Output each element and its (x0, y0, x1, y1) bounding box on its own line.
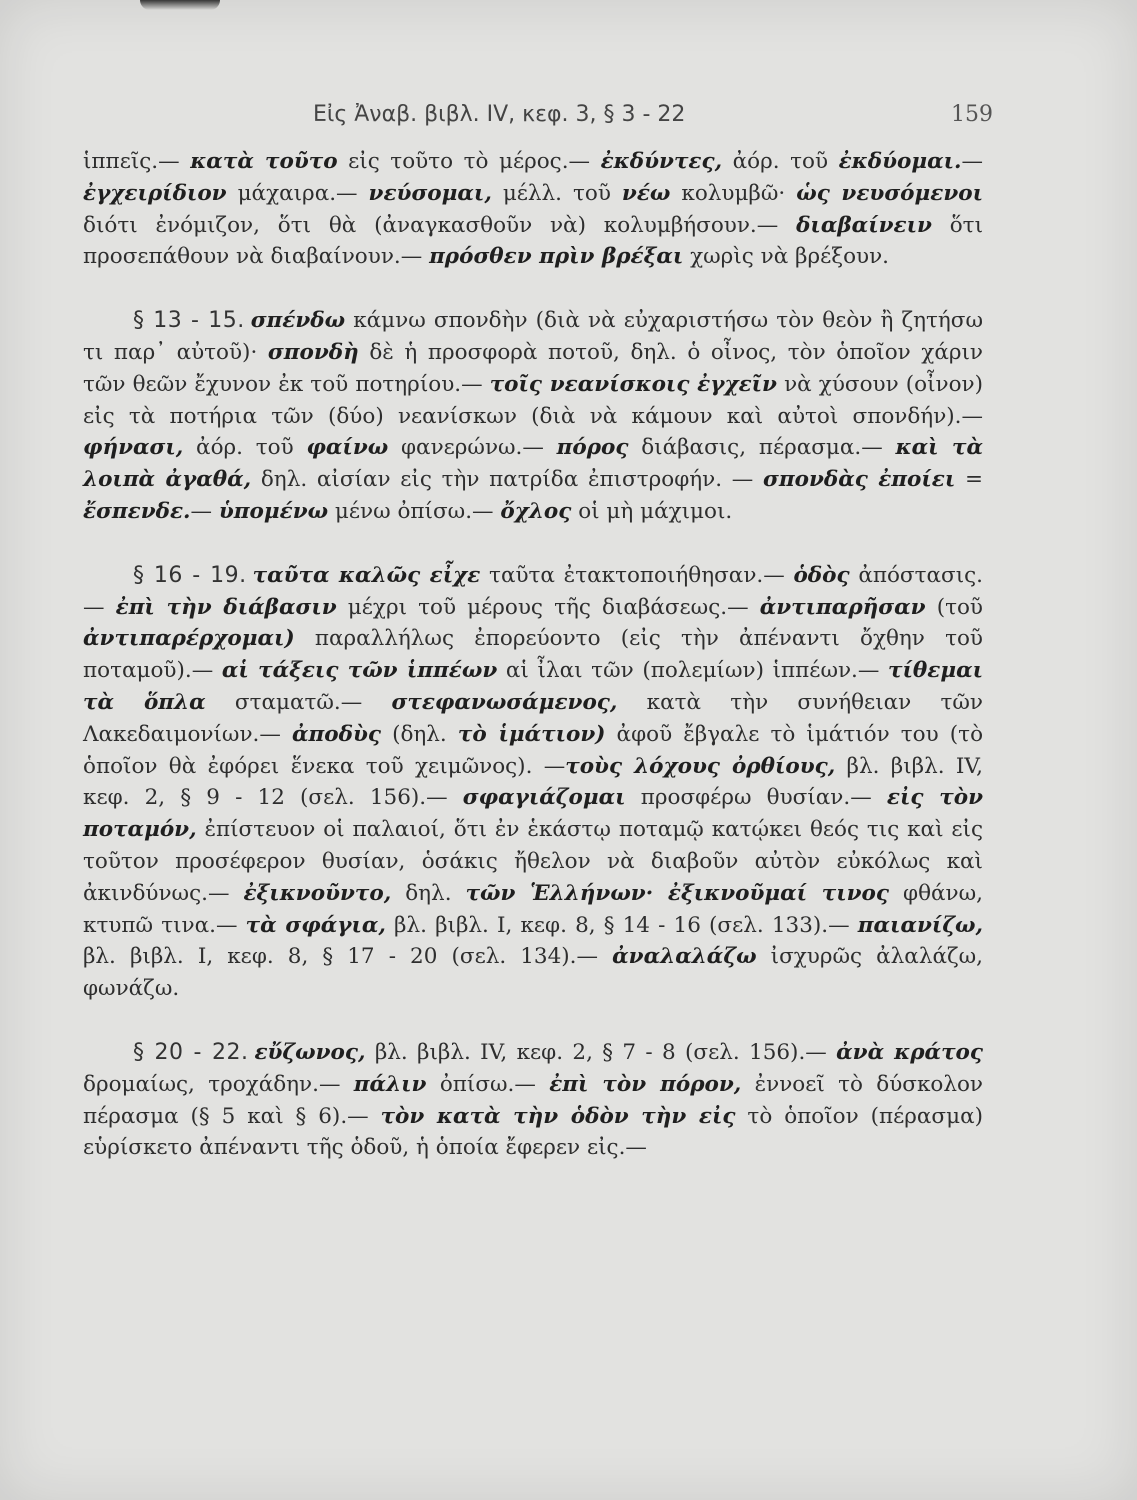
lemma: σπένδω (250, 308, 346, 334)
lemma: ἀνὰ κράτος (836, 1039, 983, 1065)
gloss-text: μέλλ. τοῦ (491, 180, 622, 206)
lemma: ὡς νευσόμενοι (796, 180, 983, 206)
gloss-text: δηλ. (391, 880, 466, 906)
gloss-text: μέχρι τοῦ μέρους τῆς διαβάσεως.— (336, 594, 760, 620)
gloss-text: κάμνω σπονδὴν (διὰ νὰ εὐχαριστήσω τὸν θεὸν ἢ ζητήσω τι παρ᾽ αὐτοῦ)· (83, 308, 983, 365)
gloss-text: δὲ ἡ προσφορὰ ποτοῦ, δηλ. ὁ οἶνος, τὸν ὁποῖον χάριν τῶν θεῶν ἔχυνον ἐκ τοῦ ποτηρίου.— (83, 339, 983, 397)
gloss-text: βλ. βιβλ. IV, κεφ. 2, § 9 - 12 (σελ. 156).— (83, 753, 983, 811)
lemma: καὶ τὰ λοιπὰ ἀγαθά, (83, 435, 984, 493)
gloss-text: ἰσχυρῶς ἀλαλάζω, φωνάζω. (83, 944, 983, 1002)
gloss-text: ἀπόστασις.— (83, 562, 983, 620)
lemma: τοῖς νεανίσκοις ἐγχεῖν (489, 371, 777, 397)
gloss-text: μένω ὀπίσω.— (328, 498, 501, 524)
lemma: ἔσπενδε. (83, 498, 191, 524)
gloss-text: εἰς τοῦτο τὸ μέρος.— (337, 149, 601, 174)
lemma: τὸν κατὰ τὴν ὁδὸν τὴν εἰς (380, 1103, 736, 1129)
gloss-text: ταῦτα ἐτακτοποιήθησαν.— (480, 562, 794, 588)
gloss-text: — (190, 498, 219, 524)
lemma: ἀποδὺς (291, 721, 381, 747)
running-header (83, 102, 993, 132)
gloss-text: δηλ. αἰσίαν εἰς τὴν πατρίδα ἐπιστροφήν. — (251, 467, 764, 493)
gloss-text: βλ. βιβλ. I, κεφ. 8, § 14 - 16 (σελ. 133).— (385, 912, 858, 938)
lemma: ἀντιπαρέρχομαι) (83, 626, 295, 652)
lemma: ἐπὶ τὴν διάβασιν (115, 594, 337, 620)
gloss-text: χωρὶς νὰ βρέξουν. (683, 244, 890, 270)
lemma: ἐξικνοῦντο, (243, 880, 392, 906)
gloss-text: παραλλήλως ἐπορεύοντο (εἰς τὴν ἀπέναντι ὄχθην τοῦ ποταμοῦ).— (83, 626, 983, 684)
lemma: ἀντιπαρῆσαν (759, 594, 926, 620)
gloss-text: ἀόρ. τοῦ (183, 435, 307, 461)
lemma: τοὺς λόχους ὀρθίους, (565, 753, 836, 779)
lemma: τίθεμαι τὰ ὅπλα (83, 658, 984, 715)
lemma: πρόσθεν πρὶν βρέξαι (429, 244, 684, 270)
gloss-text: — (961, 149, 984, 174)
gloss-text: ἐπίστευον οἱ παλαιοί, ὅτι ἐν ἑκάστῳ ποταμῷ κατῴκει θεός τις καὶ εἰς τοῦτον προσέφερον θυσίαν, ὁσάκις ἤθελον νὰ διαβοῦν αὐτὸν εὐκόλως καὶ ἀκινδύνως.— (83, 817, 983, 906)
gloss-text: οἱ μὴ μάχιμοι. (571, 498, 733, 524)
gloss-text: προσφέρω θυσίαν.— (625, 785, 887, 811)
lemma: κατὰ τοῦτο (190, 149, 338, 174)
gloss-text: βλ. βιβλ. I, κεφ. 8, § 17 - 20 (σελ. 134).— (83, 944, 613, 970)
lemma: ὁδὸς (793, 562, 850, 588)
lemma: νέω (621, 180, 671, 206)
lemma: στεφανωσάμενος, (391, 689, 618, 715)
lemma: τῶν Ἑλλήνων· ἐξικνοῦμαί τινος (465, 880, 889, 906)
gloss-text: μάχαιρα.— (226, 180, 369, 206)
lemma: ὄχλος (500, 498, 572, 524)
lemma: νεύσομαι, (368, 180, 492, 206)
gloss-text: κολυμβῶ· (670, 180, 797, 206)
header-title: Εἰς Ἀναβ. βιβλ. IV, κεφ. 3, § 3 - 22 (313, 102, 686, 127)
lemma: τὰ σφάγια, (245, 912, 386, 938)
commentary-body (83, 146, 983, 1164)
gloss-text: ἀφοῦ ἔβγαλε τὸ ἱμάτιόν του (τὸ ὁποῖον θὰ ἐφόρει ἕνεκα τοῦ χειμῶνος). — (83, 721, 984, 779)
gloss-text: ὀπίσω.— (426, 1071, 550, 1097)
section-marker: § 16 - 19. (133, 562, 247, 588)
gloss-text: βλ. βιβλ. IV, κεφ. 2, § 7 - 8 (σελ. 156).— (365, 1039, 837, 1065)
gloss-text: ὅτι προσεπάθουν νὰ διαβαίνουν.— (83, 212, 984, 270)
gloss-text: κατὰ τὴν συνήθειαν τῶν Λακεδαιμονίων.— (83, 689, 983, 747)
paragraph-2 (83, 305, 983, 528)
scan-mark (140, 0, 220, 10)
gloss-text: σταματῶ.— (205, 689, 392, 715)
lemma: ἐκδύντες, (600, 149, 723, 174)
gloss-text: αἱ ἶλαι τῶν (πολεμίων) ἱππέων.— (497, 658, 889, 684)
paragraph-3 (83, 560, 983, 1005)
lemma: σπονδὰς ἐποίει (763, 467, 956, 493)
lemma: σπονδὴ (267, 339, 359, 365)
gloss-text: = (955, 467, 983, 493)
lemma: αἱ τάξεις τῶν ἱππέων (221, 658, 498, 684)
gloss-text: νὰ χύσουν (οἶνον) εἰς τὰ ποτήρια τῶν (δύο) νεανίσκων (διὰ νὰ κάμουν καὶ αὐτοὶ σπονδήν).— (83, 371, 983, 429)
lemma: φήνασι, (83, 435, 184, 461)
paragraph-1 (83, 146, 983, 273)
gloss-text: διάβασις, πέρασμα.— (628, 435, 896, 461)
lemma: σφαγιάζομαι (462, 785, 626, 811)
lemma: ἐκδύομαι. (838, 149, 962, 174)
lemma: παιανίζω, (857, 912, 984, 938)
gloss-text: (τοῦ (925, 594, 983, 620)
section-marker: § 20 - 22. (133, 1039, 249, 1065)
gloss-text: φθάνω, κτυπῶ τινα.— (83, 880, 983, 938)
lemma: ἐγχειρίδιον (83, 180, 227, 206)
page-number: 159 (951, 102, 993, 127)
lemma: εὔζωνος, (254, 1039, 366, 1065)
gloss-text: ἱππεῖς.— (83, 149, 191, 174)
gloss-text: τὸ ὁποῖον (πέρασμα) εὑρίσκετο ἀπέναντι τῆς ὁδοῦ, ἡ ὁποία ἔφερεν εἰς.— (83, 1103, 983, 1161)
lemma: ὑπομένω (218, 498, 329, 524)
lemma: ἐπὶ τὸν πόρον, (549, 1071, 742, 1097)
lemma: εἰς τὸν ποταμόν, (83, 785, 983, 843)
lemma: πόρος (556, 435, 629, 461)
paragraph-4 (83, 1037, 983, 1164)
gloss-text: φανερώνω.— (388, 435, 557, 461)
gloss-text: (δηλ. (380, 721, 458, 747)
lemma: διαβαίνειν (796, 212, 932, 238)
lemma: τὸ ἱμάτιον) (457, 721, 606, 747)
lemma: ἀναλαλάζω (612, 944, 757, 970)
gloss-text: διότι ἐνόμιζον, ὅτι θὰ (ἀναγκασθοῦν νὰ) κολυμβήσουν.— (83, 212, 797, 238)
gloss-text: ἐννοεῖ τὸ δύσκολον πέρασμα (§ 5 καὶ § 6).— (83, 1071, 984, 1129)
lemma: φαίνω (306, 435, 389, 461)
gloss-text: δρομαίως, τροχάδην.— (83, 1071, 354, 1097)
lemma: πάλιν (353, 1071, 427, 1097)
gloss-text: ἀόρ. τοῦ (722, 149, 839, 174)
lemma: ταῦτα καλῶς εἶχε (252, 562, 481, 588)
section-marker: § 13 - 15. (133, 308, 245, 334)
